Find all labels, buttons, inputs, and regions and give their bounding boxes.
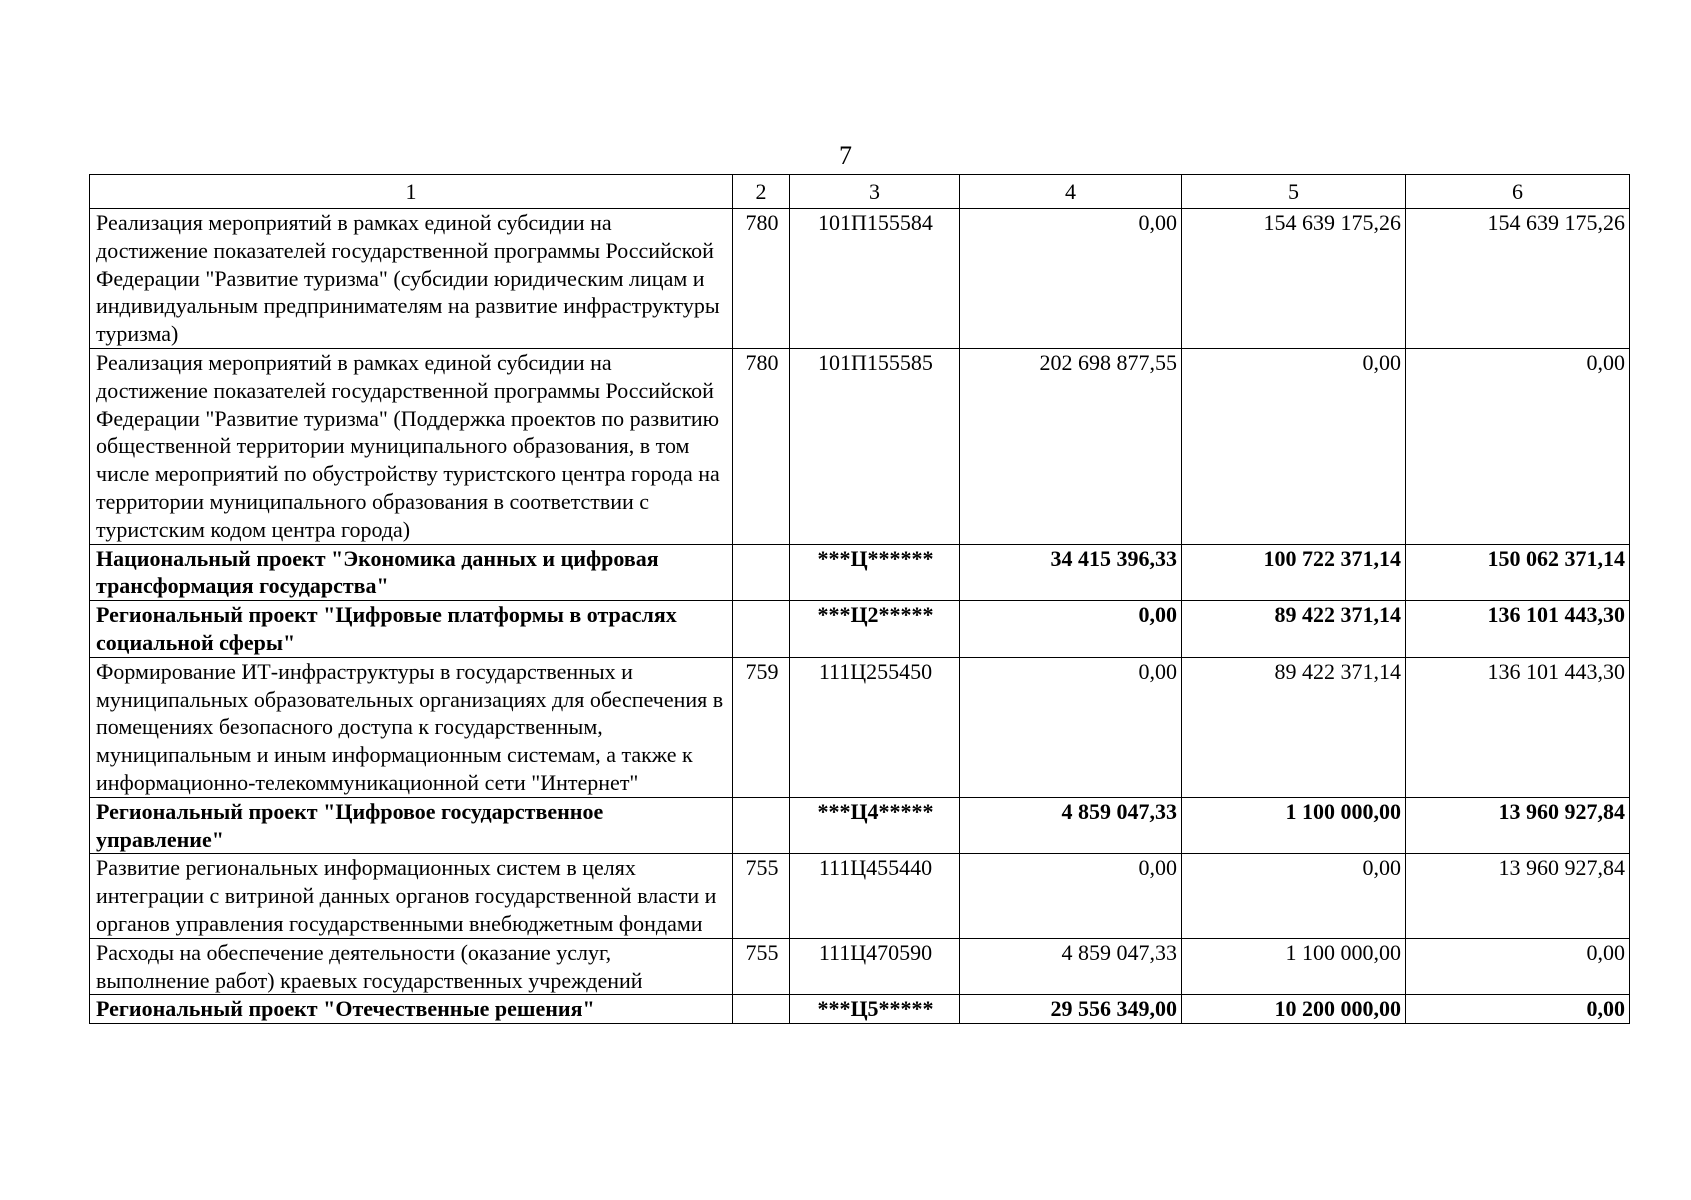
row-code-cell: 780 [733, 209, 790, 349]
row-name-cell: Развитие региональных информационных систем в целях интеграции с витриной данных органов государственной власти и органов управления государственными внебюджетным фондами [90, 854, 733, 938]
row-value-col4-cell: 0,00 [960, 854, 1182, 938]
row-target-code-cell: ***Ц4***** [790, 797, 960, 854]
row-name-cell: Формирование ИТ-инфраструктуры в государственных и муниципальных образовательных организациях для обеспечения в помещениях безопасного доступа к государственным, муниципальным и иным информационным системам, а также к информационно-телекоммуникационной сети "Интернет" [90, 657, 733, 797]
row-value-col5-cell: 0,00 [1182, 348, 1406, 544]
row-value-col5-cell: 89 422 371,14 [1182, 657, 1406, 797]
row-code-cell [733, 995, 790, 1024]
row-value-col4-cell: 0,00 [960, 657, 1182, 797]
column-header: 2 [733, 175, 790, 209]
row-name-cell: Реализация мероприятий в рамках единой субсидии на достижение показателей государственной программы Российской Федерации "Развитие туризма" (Поддержка проектов по развитию общественной территории муниципального образования, в том числе мероприятий по обустройству туристского центра города на территории муниципального образования в соответствии с туристским кодом центра города) [90, 348, 733, 544]
row-code-cell [733, 544, 790, 601]
row-value-col5-cell: 89 422 371,14 [1182, 601, 1406, 658]
row-value-col5-cell: 10 200 000,00 [1182, 995, 1406, 1024]
row-value-col6-cell: 136 101 443,30 [1406, 601, 1630, 658]
row-value-col5-cell: 0,00 [1182, 854, 1406, 938]
row-value-col4-cell: 4 859 047,33 [960, 797, 1182, 854]
row-target-code-cell: ***Ц****** [790, 544, 960, 601]
row-name-cell: Региональный проект "Цифровое государственное управление" [90, 797, 733, 854]
row-name-cell: Реализация мероприятий в рамках единой субсидии на достижение показателей государственной программы Российской Федерации "Развитие туризма" (субсидии юридическим лицам и индивидуальным предпринимателям на развитие инфраструктуры туризма) [90, 209, 733, 349]
row-target-code-cell: 101П155584 [790, 209, 960, 349]
row-value-col4-cell: 34 415 396,33 [960, 544, 1182, 601]
column-header: 4 [960, 175, 1182, 209]
row-value-col6-cell: 13 960 927,84 [1406, 854, 1630, 938]
table-row-project [90, 797, 1630, 854]
column-header: 6 [1406, 175, 1630, 209]
page-number: 7 [839, 141, 852, 170]
row-value-col6-cell: 154 639 175,26 [1406, 209, 1630, 349]
row-value-col6-cell: 0,00 [1406, 938, 1630, 995]
row-target-code-cell: ***Ц2***** [790, 601, 960, 658]
row-code-cell: 759 [733, 657, 790, 797]
row-value-col4-cell: 0,00 [960, 209, 1182, 349]
row-value-col6-cell: 0,00 [1406, 995, 1630, 1024]
table-row [90, 657, 1630, 797]
row-code-cell: 755 [733, 854, 790, 938]
table-header-row [90, 175, 1630, 209]
row-code-cell: 780 [733, 348, 790, 544]
row-target-code-cell: 111Ц455440 [790, 854, 960, 938]
row-value-col4-cell: 0,00 [960, 601, 1182, 658]
table-row [90, 854, 1630, 938]
row-target-code-cell: 101П155585 [790, 348, 960, 544]
column-header: 5 [1182, 175, 1406, 209]
row-target-code-cell: ***Ц5***** [790, 995, 960, 1024]
row-value-col6-cell: 150 062 371,14 [1406, 544, 1630, 601]
table-row [90, 348, 1630, 544]
row-name-cell: Региональный проект "Отечественные решения" [90, 995, 733, 1024]
row-value-col6-cell: 13 960 927,84 [1406, 797, 1630, 854]
row-value-col4-cell: 4 859 047,33 [960, 938, 1182, 995]
row-value-col5-cell: 1 100 000,00 [1182, 797, 1406, 854]
row-value-col5-cell: 100 722 371,14 [1182, 544, 1406, 601]
row-code-cell: 755 [733, 938, 790, 995]
row-code-cell [733, 797, 790, 854]
row-value-col6-cell: 0,00 [1406, 348, 1630, 544]
column-header: 1 [90, 175, 733, 209]
table-row [90, 938, 1630, 995]
row-value-col4-cell: 202 698 877,55 [960, 348, 1182, 544]
row-code-cell [733, 601, 790, 658]
table-row-project [90, 995, 1630, 1024]
row-name-cell: Региональный проект "Цифровые платформы в отраслях социальной сферы" [90, 601, 733, 658]
row-value-col5-cell: 1 100 000,00 [1182, 938, 1406, 995]
row-target-code-cell: 111Ц255450 [790, 657, 960, 797]
row-target-code-cell: 111Ц470590 [790, 938, 960, 995]
table-row-project [90, 601, 1630, 658]
budget-table [89, 174, 1630, 1024]
row-value-col5-cell: 154 639 175,26 [1182, 209, 1406, 349]
column-header: 3 [790, 175, 960, 209]
table-row [90, 209, 1630, 349]
table-row-project [90, 544, 1630, 601]
row-value-col4-cell: 29 556 349,00 [960, 995, 1182, 1024]
row-value-col6-cell: 136 101 443,30 [1406, 657, 1630, 797]
row-name-cell: Национальный проект "Экономика данных и цифровая трансформация государства" [90, 544, 733, 601]
row-name-cell: Расходы на обеспечение деятельности (оказание услуг, выполнение работ) краевых государственных учреждений [90, 938, 733, 995]
